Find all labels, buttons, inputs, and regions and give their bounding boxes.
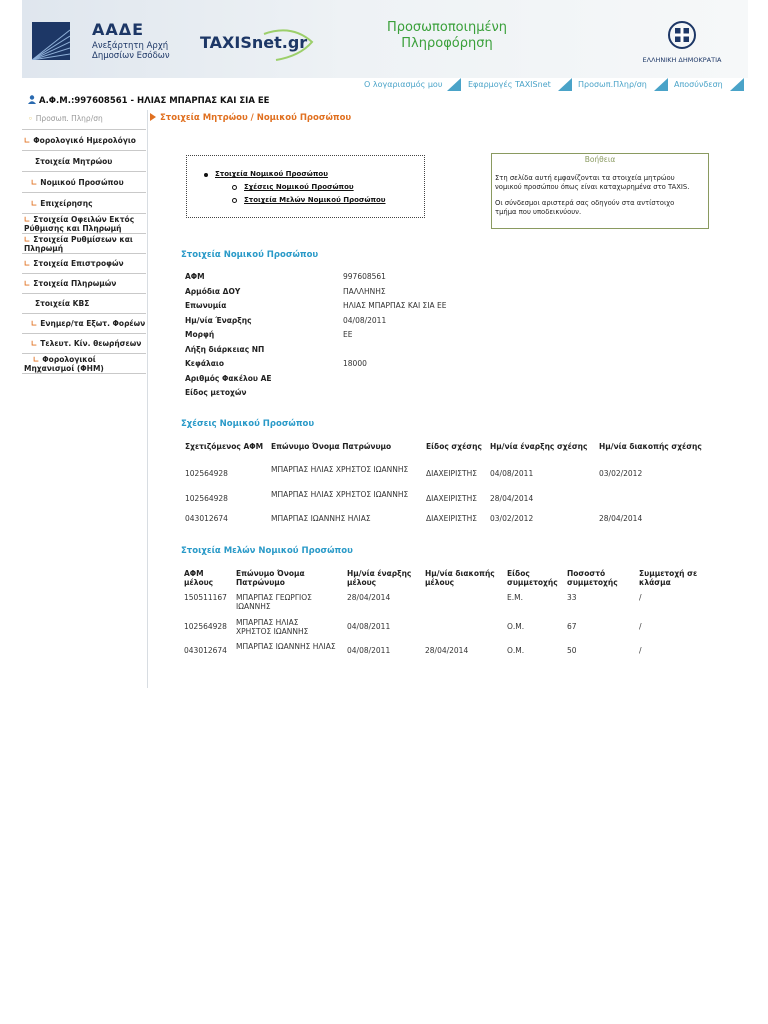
field-label: Κεφάλαιο: [185, 359, 224, 368]
sidebar-item-personalized-info[interactable]: ◦ Προσωπ. Πληρ/ση: [22, 110, 146, 130]
table-cell: 102564928: [184, 622, 227, 631]
arrow-corner-icon: ∟: [24, 215, 31, 224]
column-header: Επώνυμο Όνομα Πατρώνυμο: [271, 442, 392, 451]
field-value: ΕΕ: [343, 330, 353, 339]
sidebar-item-clearances[interactable]: ∟ Τελευτ. Κίν. θεωρήσεων: [22, 334, 146, 354]
bullet-icon: [204, 173, 208, 177]
help-title: Βοήθεια: [584, 155, 616, 164]
aade-title: ΑΑΔΕ: [92, 20, 145, 39]
table-cell: 28/04/2014: [490, 494, 534, 503]
table-cell: ΜΠΑΡΠΑΣ ΗΛΙΑΣ ΧΡΗΣΤΟΣ ΙΩΑΝΝΗΣ: [271, 490, 409, 499]
corner-arrow-icon: [730, 78, 744, 91]
sidebar-divider: [147, 110, 148, 688]
field-value: 18000: [343, 359, 367, 368]
table-cell: /: [639, 646, 642, 655]
my-account-link[interactable]: Ο λογαριασμός μου: [364, 80, 443, 89]
table-cell: /: [639, 622, 642, 631]
column-header: Ημ/νία διακοπής σχέσης: [599, 442, 702, 451]
toc-link-entity[interactable]: Στοιχεία Νομικού Προσώπου: [215, 170, 328, 178]
table-cell: 28/04/2014: [347, 593, 391, 602]
table-cell: 150511167: [184, 593, 227, 602]
section-title-members: Στοιχεία Μελών Νομικού Προσώπου: [181, 546, 353, 556]
sidebar-item-arrangements[interactable]: ∟ Στοιχεία Ρυθμίσεων και Πληρωμή: [22, 234, 146, 254]
user-icon: [28, 95, 36, 104]
field-value: ΗΛΙΑΣ ΜΠΑΡΠΑΣ ΚΑΙ ΣΙΑ ΕΕ: [343, 301, 447, 310]
sidebar-item-kvs[interactable]: Στοιχεία ΚΒΣ: [22, 294, 146, 314]
aade-subtitle: Ανεξάρτητη Αρχή Δημοσίων Εσόδων: [92, 41, 170, 61]
corner-arrow-icon: [654, 78, 668, 91]
table-cell: 28/04/2014: [599, 514, 643, 523]
aade-logo-icon: [32, 22, 70, 60]
table-cell: 04/08/2011: [347, 646, 391, 655]
top-nav: [22, 78, 748, 92]
table-cell: ΜΠΑΡΠΑΣ ΓΕΩΡΓΙΟΣ ΙΩΑΝΝΗΣ: [236, 593, 312, 611]
field-label: Αρμόδια ΔΟΥ: [185, 286, 241, 296]
table-cell: ΜΠΑΡΠΑΣ ΙΩΑΝΝΗΣ ΗΛΙΑΣ: [271, 514, 371, 523]
site-header: [22, 0, 748, 78]
sidebar-item-debts[interactable]: ∟ Στοιχεία Οφειλών Εκτός Ρύθμισης και Πληρωμή: [22, 214, 146, 234]
field-value: 04/08/2011: [343, 315, 387, 325]
table-cell: 28/04/2014: [425, 646, 469, 655]
arrow-corner-icon: ∟: [24, 136, 31, 145]
table-cell: 03/02/2012: [490, 514, 534, 523]
table-cell: 04/08/2011: [490, 469, 534, 478]
arrow-corner-icon: ∟: [24, 235, 31, 244]
column-header: Συμμετοχή σε κλάσμα: [639, 569, 698, 587]
sidebar-item-fiscal-devices[interactable]: ∟ Φορολογικοί Μηχανισμοί (ΦΗΜ): [22, 354, 146, 374]
table-cell: 50: [567, 646, 577, 655]
table-of-contents: [186, 155, 425, 218]
table-cell: 102564928: [185, 494, 228, 503]
column-header: Είδος συμμετοχής: [507, 569, 558, 587]
table-cell: 03/02/2012: [599, 469, 643, 478]
corner-arrow-icon: [447, 78, 461, 91]
personalized-info-link[interactable]: Προσωπ.Πληρ/ση: [578, 80, 647, 89]
column-header: Ημ/νία έναρξης σχέσης: [490, 442, 588, 451]
table-cell: ΜΠΑΡΠΑΣ ΙΩΑΝΝΗΣ ΗΛΙΑΣ: [236, 642, 336, 651]
sidebar-item-registry[interactable]: Στοιχεία Μητρώου: [22, 151, 146, 172]
play-arrow-icon: [150, 113, 156, 121]
field-label: Είδος μετοχών: [185, 388, 247, 397]
logout-link[interactable]: Αποσύνδεση: [674, 80, 723, 89]
arrow-corner-icon: ∟: [31, 199, 38, 208]
table-cell: Ο.Μ.: [507, 646, 525, 655]
table-cell: ΔΙΑΧΕΙΡΙΣΤΗΣ: [426, 514, 477, 523]
column-header: Ημ/νία έναρξης μέλους: [347, 569, 412, 587]
table-cell: 67: [567, 622, 577, 631]
arrow-corner-icon: ∟: [24, 259, 31, 268]
table-cell: 33: [567, 593, 577, 602]
sidebar-item-tax-calendar[interactable]: ∟ Φορολογικό Ημερολόγιο: [22, 130, 146, 151]
table-cell: 043012674: [184, 646, 227, 655]
sidebar-item-external-bodies[interactable]: ∟ Ενημερ/τα Εξωτ. Φορέων: [22, 314, 146, 334]
sidebar-item-refunds[interactable]: ∟ Στοιχεία Επιστροφών: [22, 254, 146, 274]
table-cell: ΜΠΑΡΠΑΣ ΗΛΙΑΣ ΧΡΗΣΤΟΣ ΙΩΑΝΝΗΣ: [236, 618, 309, 636]
sidebar-item-payments[interactable]: ∟ Στοιχεία Πληρωμών: [22, 274, 146, 294]
field-value: 997608561: [343, 272, 386, 281]
table-cell: 04/08/2011: [347, 622, 391, 631]
column-header: Είδος σχέσης: [426, 442, 482, 451]
hellenic-republic-logo: ΕΛΛΗΝΙΚΗ ΔΗΜΟΚΡΑΤΙΑ: [637, 20, 727, 64]
arrow-corner-icon: ∟: [31, 319, 38, 328]
greek-cross-emblem-icon: [667, 20, 697, 50]
swoosh-icon: [262, 22, 322, 62]
toc-link-members[interactable]: Στοιχεία Μελών Νομικού Προσώπου: [244, 196, 386, 204]
field-label: Αριθμός Φακέλου ΑΕ: [185, 373, 272, 383]
arrow-corner-icon: ∟: [33, 355, 40, 364]
toc-link-relations[interactable]: Σχέσεις Νομικού Προσώπου: [244, 183, 354, 191]
arrow-corner-icon: ∟: [31, 178, 38, 187]
section-title-relations: Σχέσεις Νομικού Προσώπου: [181, 419, 315, 429]
help-box: Βοήθεια Στη σελίδα αυτή εμφανίζονται τα στοιχεία μητρώου νομικού προσώπου όπως είναι καταχωρημένα στο TAXIS. Οι σύνδεσμοι αριστερά σας οδηγούν στα αντίστοιχο τμήμα που υποδεικνύουν.: [491, 153, 709, 229]
column-header: Ποσοστό συμμετοχής: [567, 569, 618, 587]
taxisnet-logo[interactable]: TAXISnet.gr: [200, 33, 308, 52]
table-cell: Ο.Μ.: [507, 622, 525, 631]
field-label: Ημ/νία Έναρξης: [185, 315, 252, 325]
field-label: Επωνυμία: [185, 301, 227, 310]
table-cell: Ε.Μ.: [507, 593, 523, 602]
field-label: Λήξη διάρκειας ΝΠ: [185, 344, 265, 354]
corner-arrow-icon: [558, 78, 572, 91]
section-title-entity: Στοιχεία Νομικού Προσώπου: [181, 250, 319, 260]
field-label: Μορφή: [185, 330, 215, 339]
field-label: ΑΦΜ: [185, 272, 205, 281]
column-header: Επώνυμο Όνομα Πατρώνυμο: [236, 569, 305, 587]
circle-bullet-icon: [232, 185, 237, 190]
portal-title: Προσωποποιημένη Πληροφόρηση: [386, 20, 508, 51]
sidebar-menu: [22, 110, 146, 374]
table-cell: 043012674: [185, 514, 228, 523]
user-identity: Α.Φ.Μ.:997608561 - ΗΛΙΑΣ ΜΠΑΡΠΑΣ ΚΑΙ ΣΙΑ ΕΕ: [28, 95, 269, 106]
sidebar-item-business[interactable]: ∟ Επιχείρησης: [22, 193, 146, 214]
bullet-icon: ◦: [28, 114, 33, 123]
column-header: Ημ/νία διακοπής μέλους: [425, 569, 495, 587]
taxisnet-apps-link[interactable]: Εφαρμογές TAXISnet: [468, 80, 551, 89]
circle-bullet-icon: [232, 198, 237, 203]
table-cell: ΔΙΑΧΕΙΡΙΣΤΗΣ: [426, 469, 477, 478]
table-cell: 102564928: [185, 469, 228, 478]
arrow-corner-icon: ∟: [24, 279, 31, 288]
table-cell: ΔΙΑΧΕΙΡΙΣΤΗΣ: [426, 494, 477, 503]
table-cell: /: [639, 593, 642, 602]
table-cell: ΜΠΑΡΠΑΣ ΗΛΙΑΣ ΧΡΗΣΤΟΣ ΙΩΑΝΝΗΣ: [271, 465, 409, 474]
column-header: ΑΦΜ μέλους: [184, 569, 214, 587]
sidebar-item-legal-entity[interactable]: ∟ Νομικού Προσώπου: [22, 172, 146, 193]
breadcrumb: Στοιχεία Μητρώου / Νομικού Προσώπου: [150, 113, 351, 123]
field-value: ΠΑΛΛΗΝΗΣ: [343, 286, 386, 296]
column-header: Σχετιζόμενος ΑΦΜ: [185, 442, 264, 451]
arrow-corner-icon: ∟: [31, 339, 38, 348]
